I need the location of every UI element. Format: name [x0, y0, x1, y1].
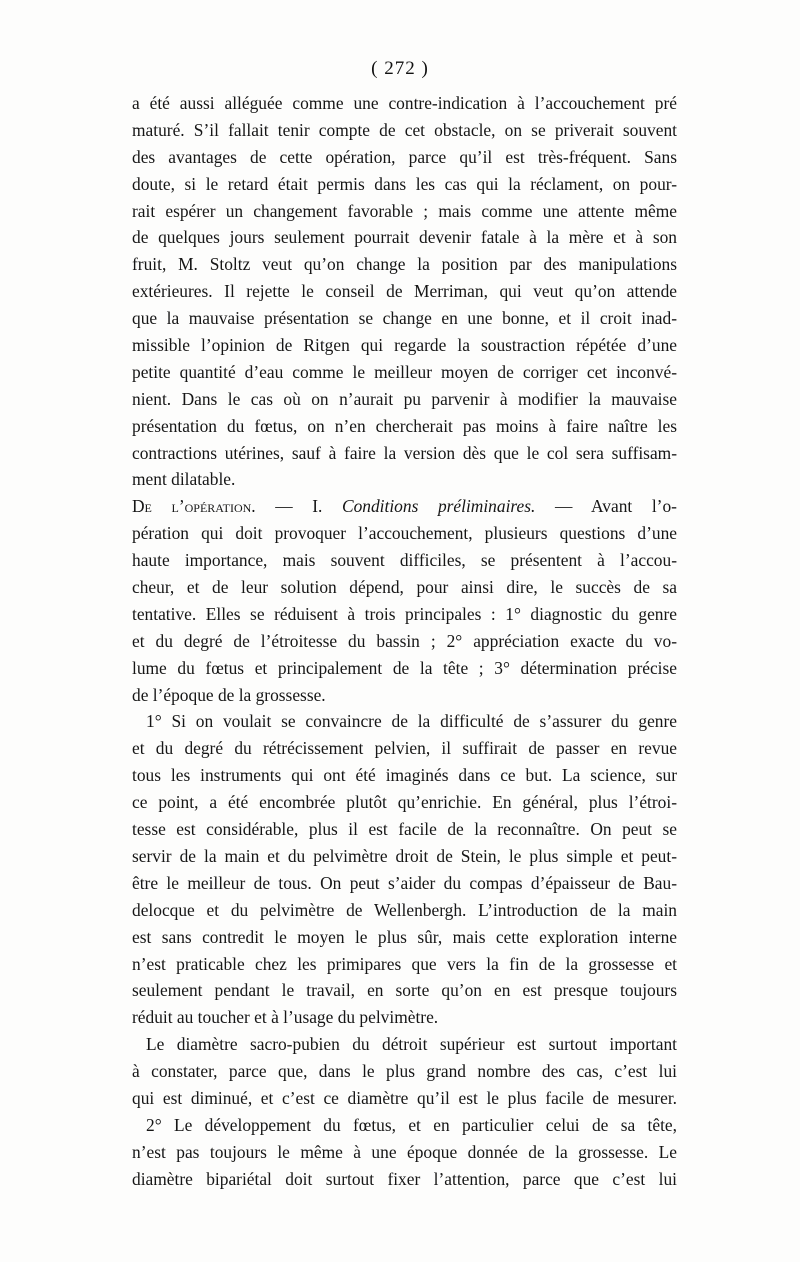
- text-line: doute, si le retard était permis dans les cas qui la réclament, on pour-: [132, 173, 677, 194]
- text-line: est sans contredit le moyen le plus sûr, mais cette exploration interne: [132, 926, 677, 947]
- text-line: fruit, M. Stoltz veut qu’on change la position par des manipulations: [132, 254, 677, 275]
- text-line: rait espérer un changement favorable ; mais comme une attente même: [132, 200, 677, 221]
- text-line: seulement pendant le travail, en sorte qu’on en est presque toujours: [132, 980, 677, 1001]
- text-line: ce point, a été encombrée plutôt qu’enrichie. En général, plus l’étroi-: [132, 792, 677, 813]
- text-line: 1° Si on voulait se convaincre de la difficulté de s’assurer du genre: [146, 711, 677, 732]
- text-line: tentative. Elles se réduisent à trois principales : 1° diagnostic du genre: [132, 603, 677, 624]
- text-line: des avantages de cette opération, parce qu’il est très-fréquent. Sans: [132, 146, 677, 167]
- text-line: n’est pas toujours le même à une époque donnée de la grossesse. Le: [132, 1141, 677, 1162]
- text-line: a été aussi alléguée comme une contre-indication à l’accouchement pré: [132, 93, 677, 113]
- text-line: 2° Le développement du fœtus, et en particulier celui de sa tête,: [146, 1114, 677, 1135]
- text-line: et du degré de l’étroitesse du bassin ; 2° appréciation exacte du vo-: [132, 630, 677, 651]
- text-line: de quelques jours seulement pourrait devenir fatale à la mère et à son: [132, 227, 677, 248]
- text-line: tous les instruments qui ont été imaginés dans ce but. La science, sur: [132, 765, 677, 786]
- text-line: réduit au toucher et à l’usage du pelvimètre.: [132, 1007, 439, 1028]
- text-line: servir de la main et du pelvimètre droit de Stein, le plus simple et peut-: [132, 845, 677, 866]
- text-line: être le meilleur de tous. On peut s’aider du compas d’épaisseur de Bau-: [132, 872, 677, 893]
- text-line: à constater, parce que, dans le plus grand nombre des cas, c’est lui: [132, 1061, 677, 1082]
- text-line: ment dilatable.: [132, 469, 236, 490]
- section-continuation: — Avant l’o-: [554, 496, 677, 517]
- text-line: Le diamètre sacro-pubien du détroit supérieur est surtout important: [146, 1034, 677, 1055]
- section-number: — I.: [275, 496, 323, 517]
- text-line: maturé. S’il fallait tenir compte de cet obstacle, on se priverait souvent: [132, 119, 677, 140]
- text-line: n’est praticable chez les primipares que vers la fin de la grossesse et: [132, 953, 677, 974]
- text-line: missible l’opinion de Ritgen qui regarde la soustraction répétée d’une: [132, 335, 677, 356]
- section-title: Conditions préliminaires.: [342, 496, 536, 517]
- text-line: de l’époque de la grossesse.: [132, 684, 326, 705]
- text-line: et du degré du rétrécissement pelvien, il suffirait de passer en revue: [132, 738, 677, 759]
- text-line: cheur, et de leur solution dépend, pour ainsi dire, le succès de sa: [132, 577, 677, 598]
- text-line: que la mauvaise présentation se change en une bonne, et il croit inad-: [132, 308, 677, 329]
- body-text: [132, 90, 677, 1193]
- text-line: nient. Dans le cas où on n’aurait pu parvenir à modifier la mauvaise: [132, 388, 677, 409]
- text-line: qui est diminué, et c’est ce diamètre qu’il est le plus facile de mesurer.: [132, 1087, 677, 1108]
- text-line: haute importance, mais souvent difficiles, se présentent à l’accou-: [132, 550, 677, 571]
- text-line: diamètre bipariétal doit surtout fixer l’attention, parce que c’est lui: [132, 1168, 677, 1189]
- section-heading-line: [132, 493, 677, 520]
- text-line: petite quantité d’eau comme le meilleur moyen de corriger cet inconvé-: [132, 361, 677, 382]
- text-line: contractions utérines, sauf à faire la version dès que le col sera suffisam-: [132, 442, 677, 463]
- text-line: extérieures. Il rejette le conseil de Merriman, qui veut qu’on attende: [132, 281, 677, 302]
- text-line: lume du fœtus et principalement de la tête ; 3° détermination précise: [132, 657, 677, 678]
- text-line: pération qui doit provoquer l’accouchement, plusieurs questions d’une: [132, 523, 677, 544]
- text-line: tesse est considérable, plus il est facile de la reconnaître. On peut se: [132, 819, 677, 840]
- page-number: ( 272 ): [371, 58, 429, 79]
- section-label: De l’opération.: [132, 496, 256, 517]
- text-line: présentation du fœtus, on n’en chercherait pas moins à faire naître les: [132, 415, 677, 436]
- text-line: delocque et du pelvimètre de Wellenbergh. L’introduction de la main: [132, 899, 677, 920]
